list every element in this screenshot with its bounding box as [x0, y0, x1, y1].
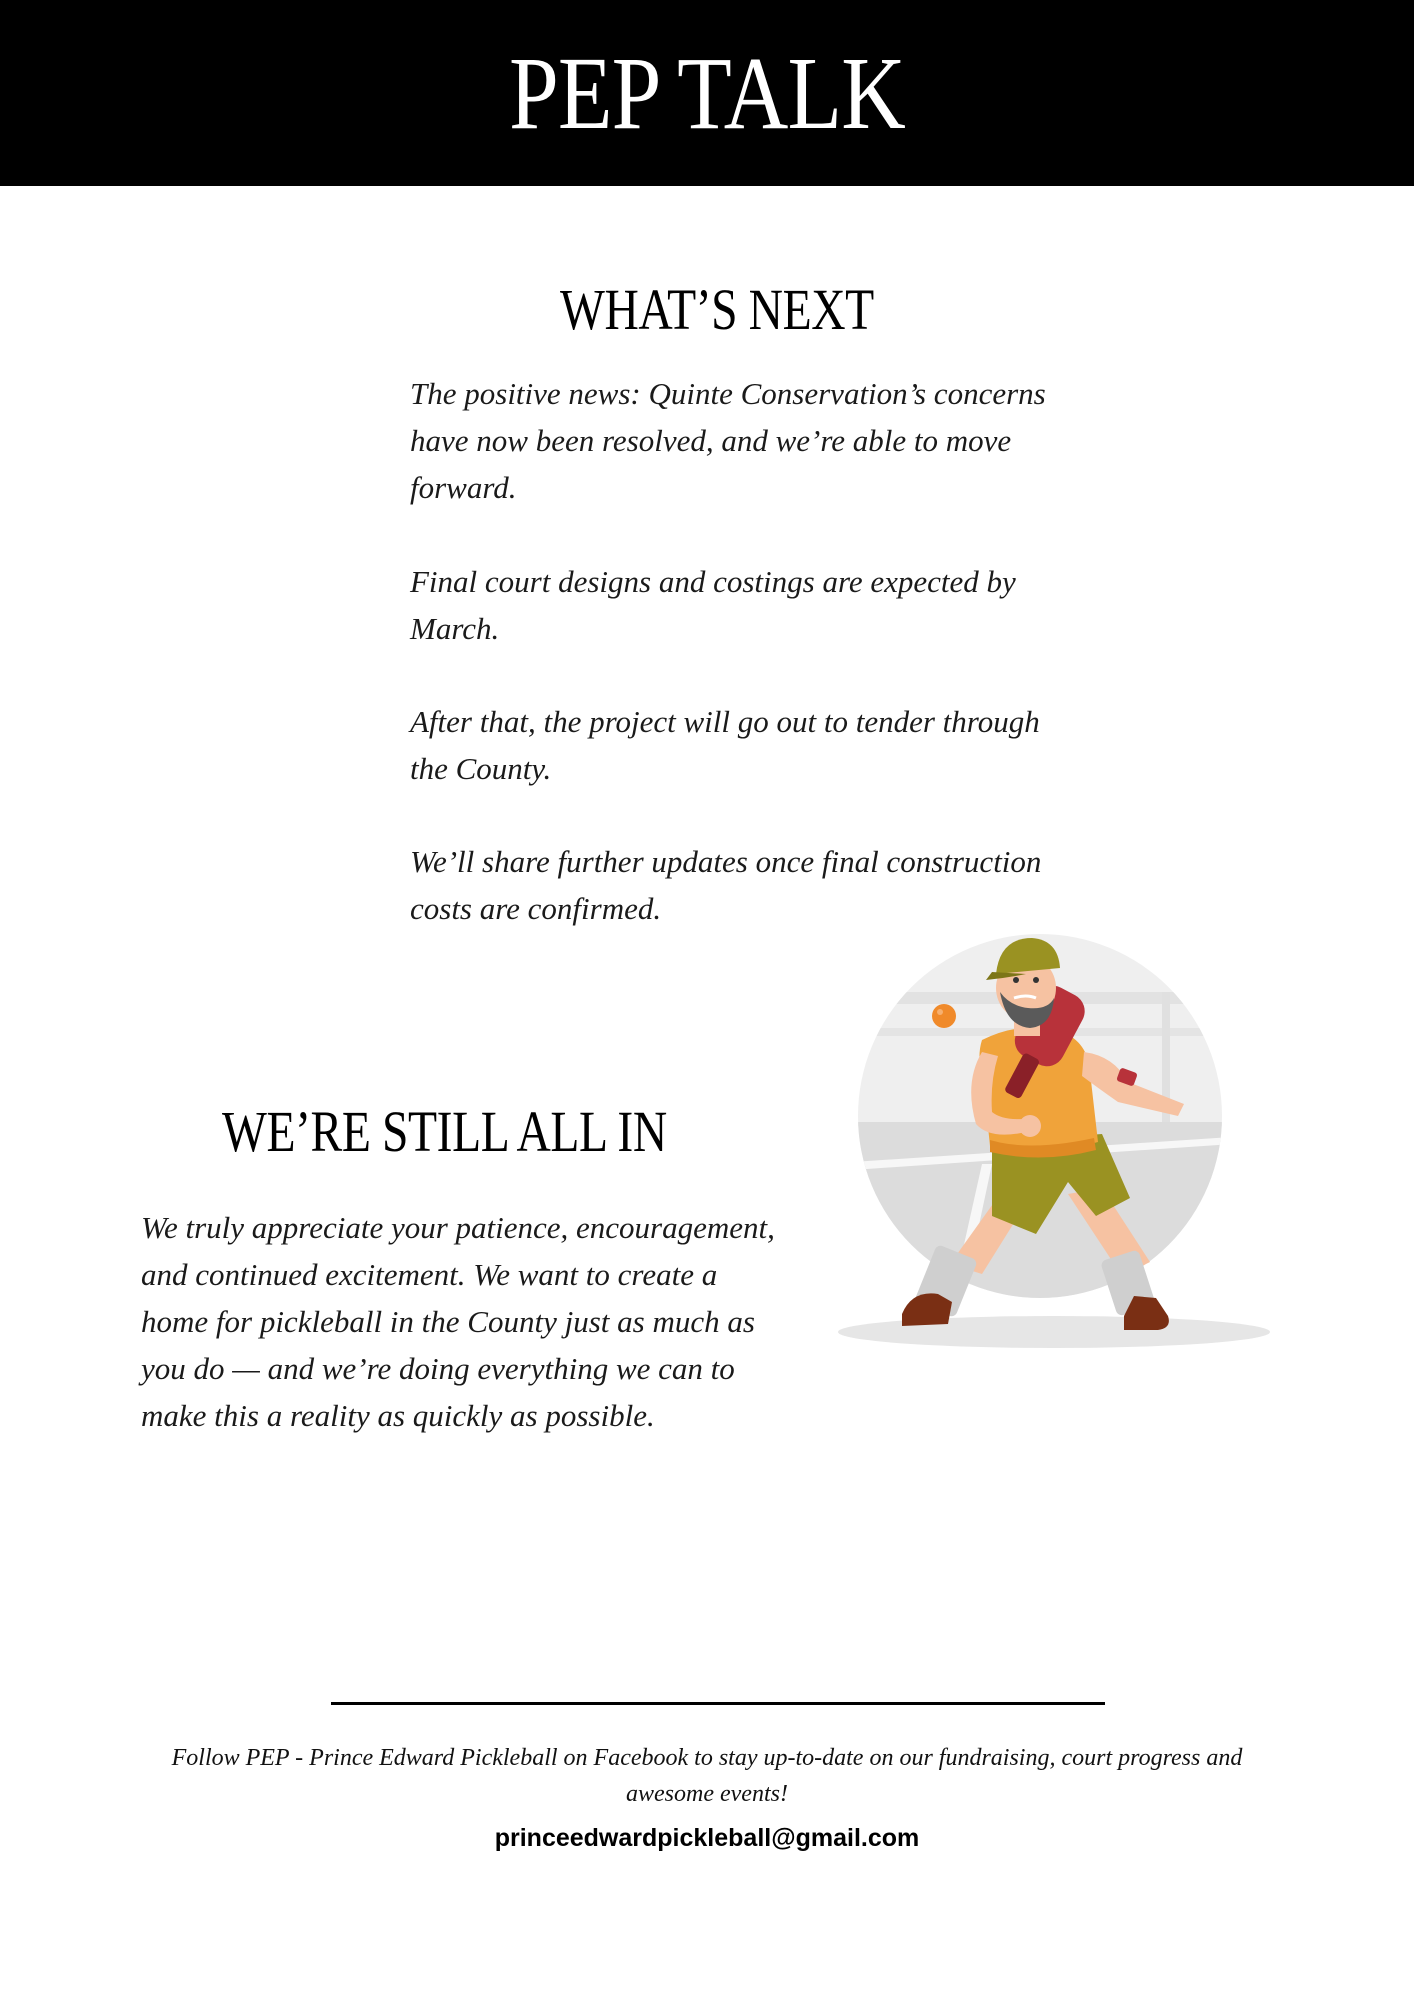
contact-email[interactable]: princeedwardpickleball@gmail.com [494, 1824, 920, 1852]
still-all-in-heading: WE’RE STILL ALL IN [222, 1099, 667, 1164]
still-all-in-paragraph: We truly appreciate your patience, encouragement, and continued excitement. We want to create a home for pickleball in the County just as much as you do — and we’re doing everything we can to make this a reality as quickly as possible. [141, 1210, 775, 1433]
whats-next-paragraph-2: Final court designs and costings are expected by March. [410, 564, 1016, 646]
footer-divider [331, 1702, 1105, 1705]
pickleball-player-icon [832, 932, 1272, 1352]
whats-next-paragraph-4: We’ll share further updates once final construction costs are confirmed. [410, 844, 1042, 926]
footer-facebook-note: Follow PEP - Prince Edward Pickleball on Facebook to stay up-to-date on our fundraising, court progress and awesome events! [171, 1745, 1243, 1807]
page-title: PEP TALK [509, 35, 905, 151]
whats-next-heading: WHAT’S NEXT [560, 277, 874, 342]
whats-next-paragraph-3: After that, the project will go out to tender through the County. [410, 704, 1040, 786]
header-banner [0, 0, 1414, 186]
whats-next-paragraph-1: The positive news: Quinte Conservation’s concerns have now been resolved, and we’re able to move forward. [410, 376, 1046, 505]
